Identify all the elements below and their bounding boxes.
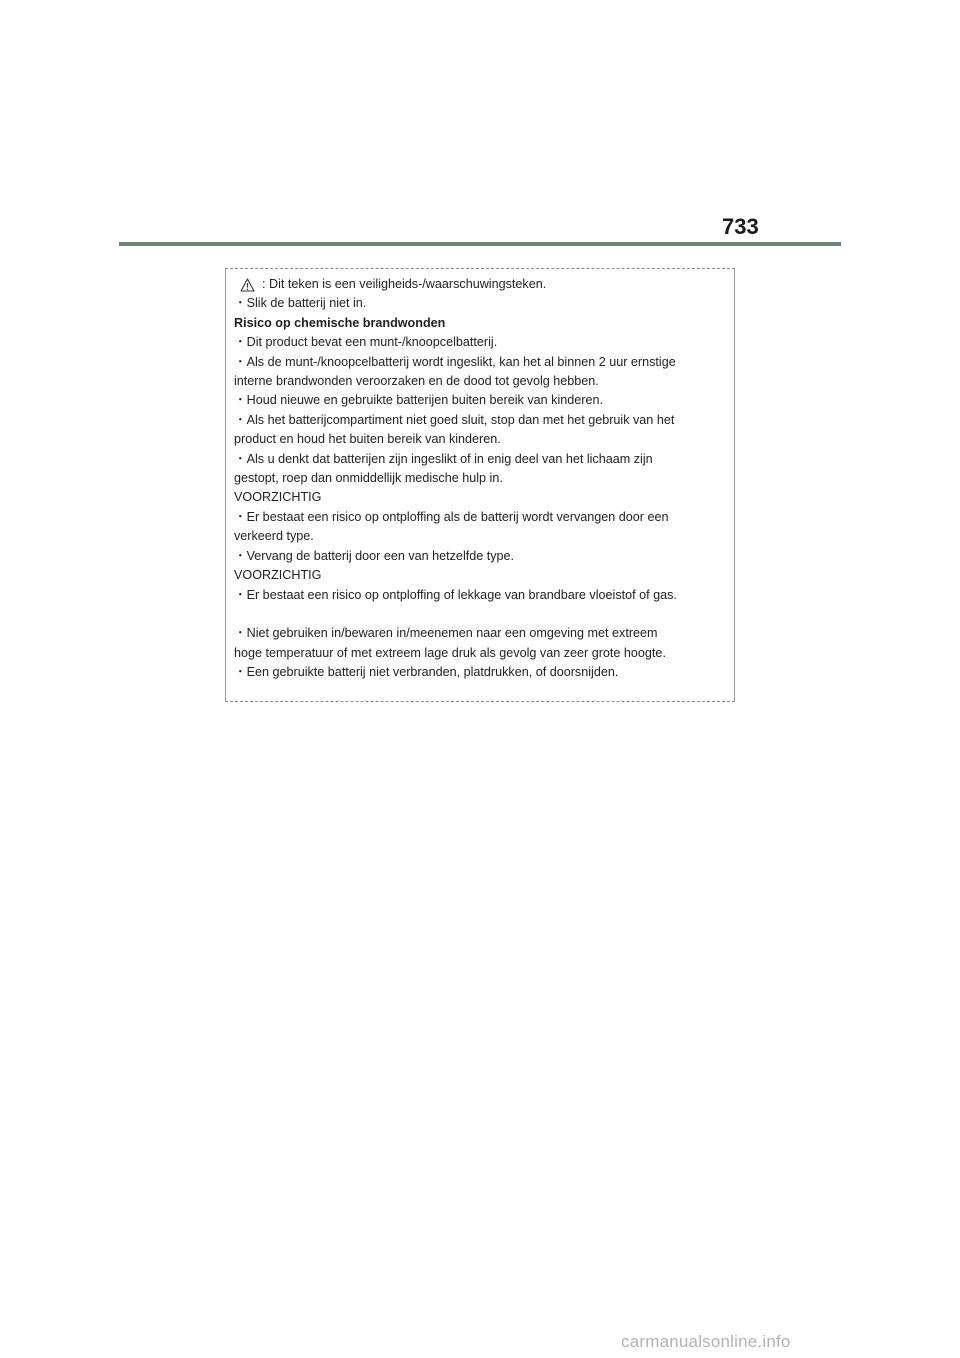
warning-line: ・Dit product bevat een munt-/knoopcelbatterij. <box>234 335 498 350</box>
warning-line: ・Niet gebruiken in/bewaren in/meenemen naar een omgeving met extreem <box>234 626 658 641</box>
page-number: 733 <box>722 214 759 239</box>
warning-line: ・Houd nieuwe en gebruikte batterijen buiten bereik van kinderen. <box>234 393 603 408</box>
warning-line: ・Vervang de batterij door een van hetzelfde type. <box>234 548 515 563</box>
warning-line: gestopt, roep dan onmiddellijk medische hulp in. <box>234 471 503 486</box>
warning-line: ・Als u denkt dat batterijen zijn ingeslikt of in enig deel van het lichaam zijn <box>234 451 653 466</box>
warning-intro-text: : Dit teken is een veiligheids-/waarschuwingsteken. <box>262 277 547 291</box>
warning-line: interne brandwonden veroorzaken en de dood tot gevolg hebben. <box>234 374 599 389</box>
section-heading-caution: VOORZICHTIG <box>234 568 322 583</box>
warning-line: hoge temperatuur of met extreem lage druk als gevolg van zeer grote hoogte. <box>234 645 666 660</box>
watermark: carmanualsonline.info <box>621 1332 791 1351</box>
section-heading-chemical-burns: Risico op chemische brandwonden <box>234 315 446 330</box>
warning-line: ・Als de munt-/knoopcelbatterij wordt ingeslikt, kan het al binnen 2 uur ernstige <box>234 354 676 369</box>
warning-line: ・Er bestaat een risico op ontploffing of lekkage van brandbare vloeistof of gas. <box>234 587 677 602</box>
header-rule <box>119 242 841 246</box>
warning-line: ・Er bestaat een risico op ontploffing als de batterij wordt vervangen door een <box>234 509 669 524</box>
battery-warning-content <box>234 275 724 683</box>
warning-line: ・Slik de batterij niet in. <box>234 296 367 311</box>
warning-intro-line <box>234 275 724 294</box>
warning-line: ・Een gebruikte batterij niet verbranden, platdrukken, of doorsnijden. <box>234 665 619 680</box>
warning-triangle-icon <box>240 278 255 292</box>
battery-warning-box <box>225 268 735 702</box>
section-heading-caution: VOORZICHTIG <box>234 490 322 505</box>
warning-line: ・Als het batterijcompartiment niet goed sluit, stop dan met het gebruik van het <box>234 412 675 427</box>
warning-line: product en houd het buiten bereik van kinderen. <box>234 432 501 447</box>
warning-line: verkeerd type. <box>234 529 314 544</box>
blank-line <box>234 605 724 624</box>
